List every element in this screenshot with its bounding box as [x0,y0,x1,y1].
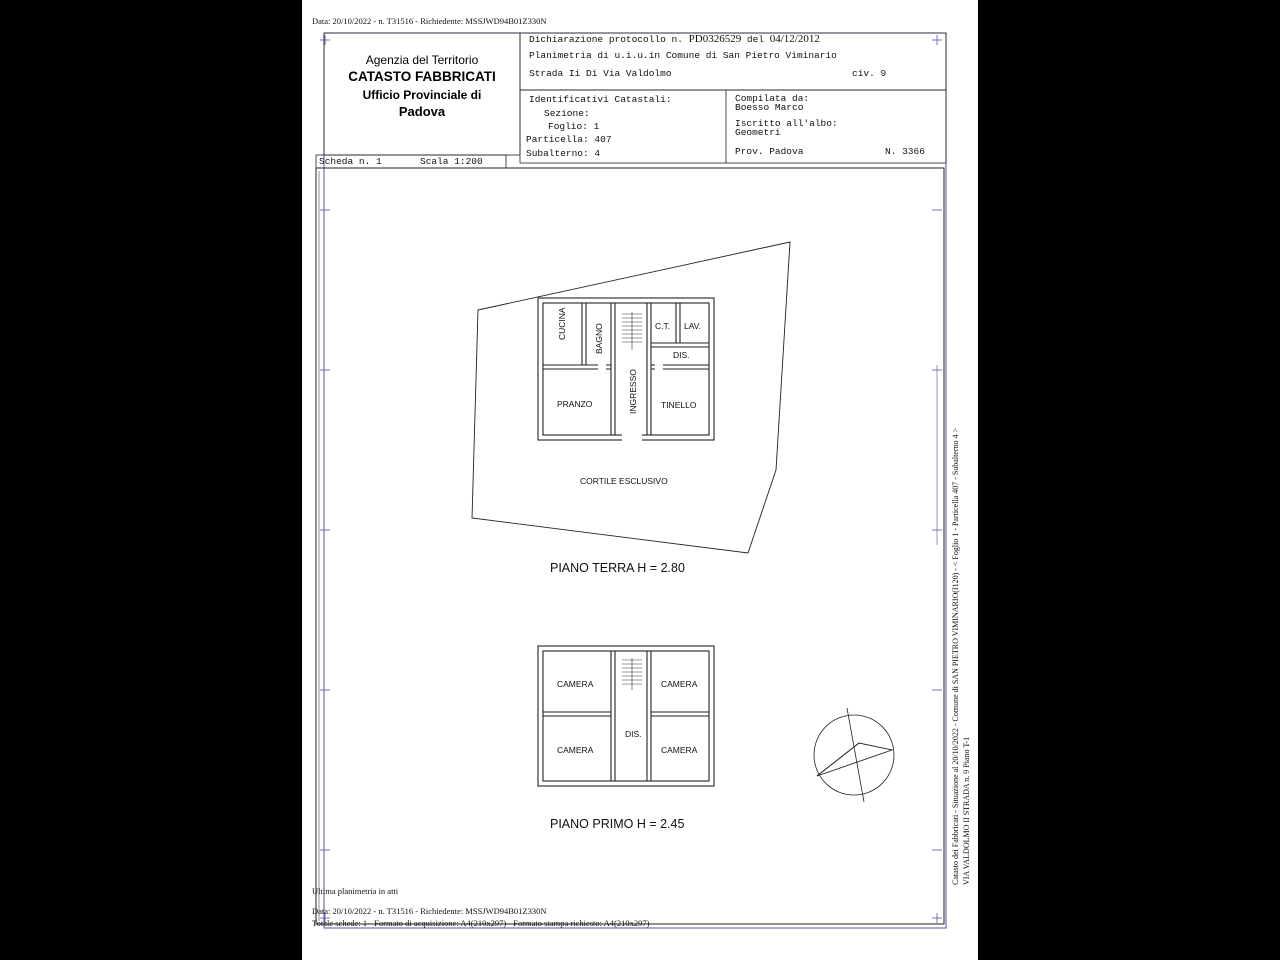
scheda-label: Scheda n. 1 [319,156,382,167]
room-bagno: BAGNO [594,323,604,354]
iscritto-label: Iscritto all'albo: [735,118,838,129]
side-cadastral-note [950,428,972,885]
identifiers-title: Identificativi Catastali: [529,94,672,105]
agency-catasto: CATASTO FABBRICATI [348,69,496,84]
room-ingresso: INGRESSO [628,369,638,414]
agency-office: Ufficio Provinciale di [362,88,482,102]
declaration-civic: civ. 9 [852,68,887,79]
footer-data-line: Data: 20/10/2022 - n. T31516 - Richiedente: MSSJWD94B01Z330N [312,906,547,916]
room-cucina: CUCINA [557,307,567,340]
room-lav: LAV. [684,321,702,331]
first-floor-walls [538,646,714,786]
room-dis-ground: DIS. [673,350,690,360]
footer-totale-line: Totale schede: 1 - Formato di acquisizione: A4(210x297) - Formato stampa richiesto: A4(210x297) [312,918,650,928]
scheda-scale: Scala 1:200 [420,156,483,167]
room-pranzo: PRANZO [557,399,593,409]
identifiers-particella: Particella: 407 [526,134,612,145]
header-line: Data: 20/10/2022 - n. T31516 - Richiedente: MSSJWD94B01Z330N [312,16,547,26]
first-floor-title: PIANO PRIMO H = 2.45 [550,817,685,831]
room-ct: C.T. [655,321,671,331]
declaration-street: Strada Ii Di Via Valdolmo [529,68,672,79]
compiler-province: Prov. Padova [735,146,804,157]
declaration-protocol: Dichiarazione protocollo n. PD0326529 del 04/12/2012 [529,33,820,45]
ground-floor-title: PIANO TERRA H = 2.80 [550,561,685,575]
declaration-planimetria: Planimetria di u.i.u.in Comune di San Pietro Viminario [529,50,837,61]
identifiers-subalterno: Subalterno: 4 [526,148,601,159]
compiler-number: N. 3366 [885,146,925,157]
agency-name: Agenzia del Territorio [365,53,479,67]
footer-last-plan: Ultima planimetria in atti [312,886,399,896]
room-camera-top-left: CAMERA [557,679,594,689]
identifiers-sezione: Sezione: [544,108,590,119]
side-note-line-1: Catasto dei Fabbricati - Situazione al 20/10/2022 - Comune di SAN PIETRO VIMINARIO(I120) - < Foglio 1 - Particella 407 - Subalterno 4 > [951,427,960,885]
room-camera-top-right: CAMERA [661,679,698,689]
compiler-name: Boesso Marco [735,102,804,113]
compiler-label: Compilata da: [735,93,810,104]
side-note-line-2: VIA VALDOLMO II STRADA n. 9 Piano T-1 [962,736,971,885]
cadastral-sheet [302,0,978,960]
room-camera-bottom-right: CAMERA [661,745,698,755]
compass-icon [814,708,894,802]
room-camera-bottom-left: CAMERA [557,745,594,755]
room-tinello: TINELLO [661,400,697,410]
room-dis-first: DIS. [625,729,642,739]
agency-province: Padova [398,104,446,119]
courtyard-label: CORTILE ESCLUSIVO [580,476,668,486]
iscritto-albo: Geometri [735,127,781,138]
identifiers-foglio: Foglio: 1 [548,121,600,132]
